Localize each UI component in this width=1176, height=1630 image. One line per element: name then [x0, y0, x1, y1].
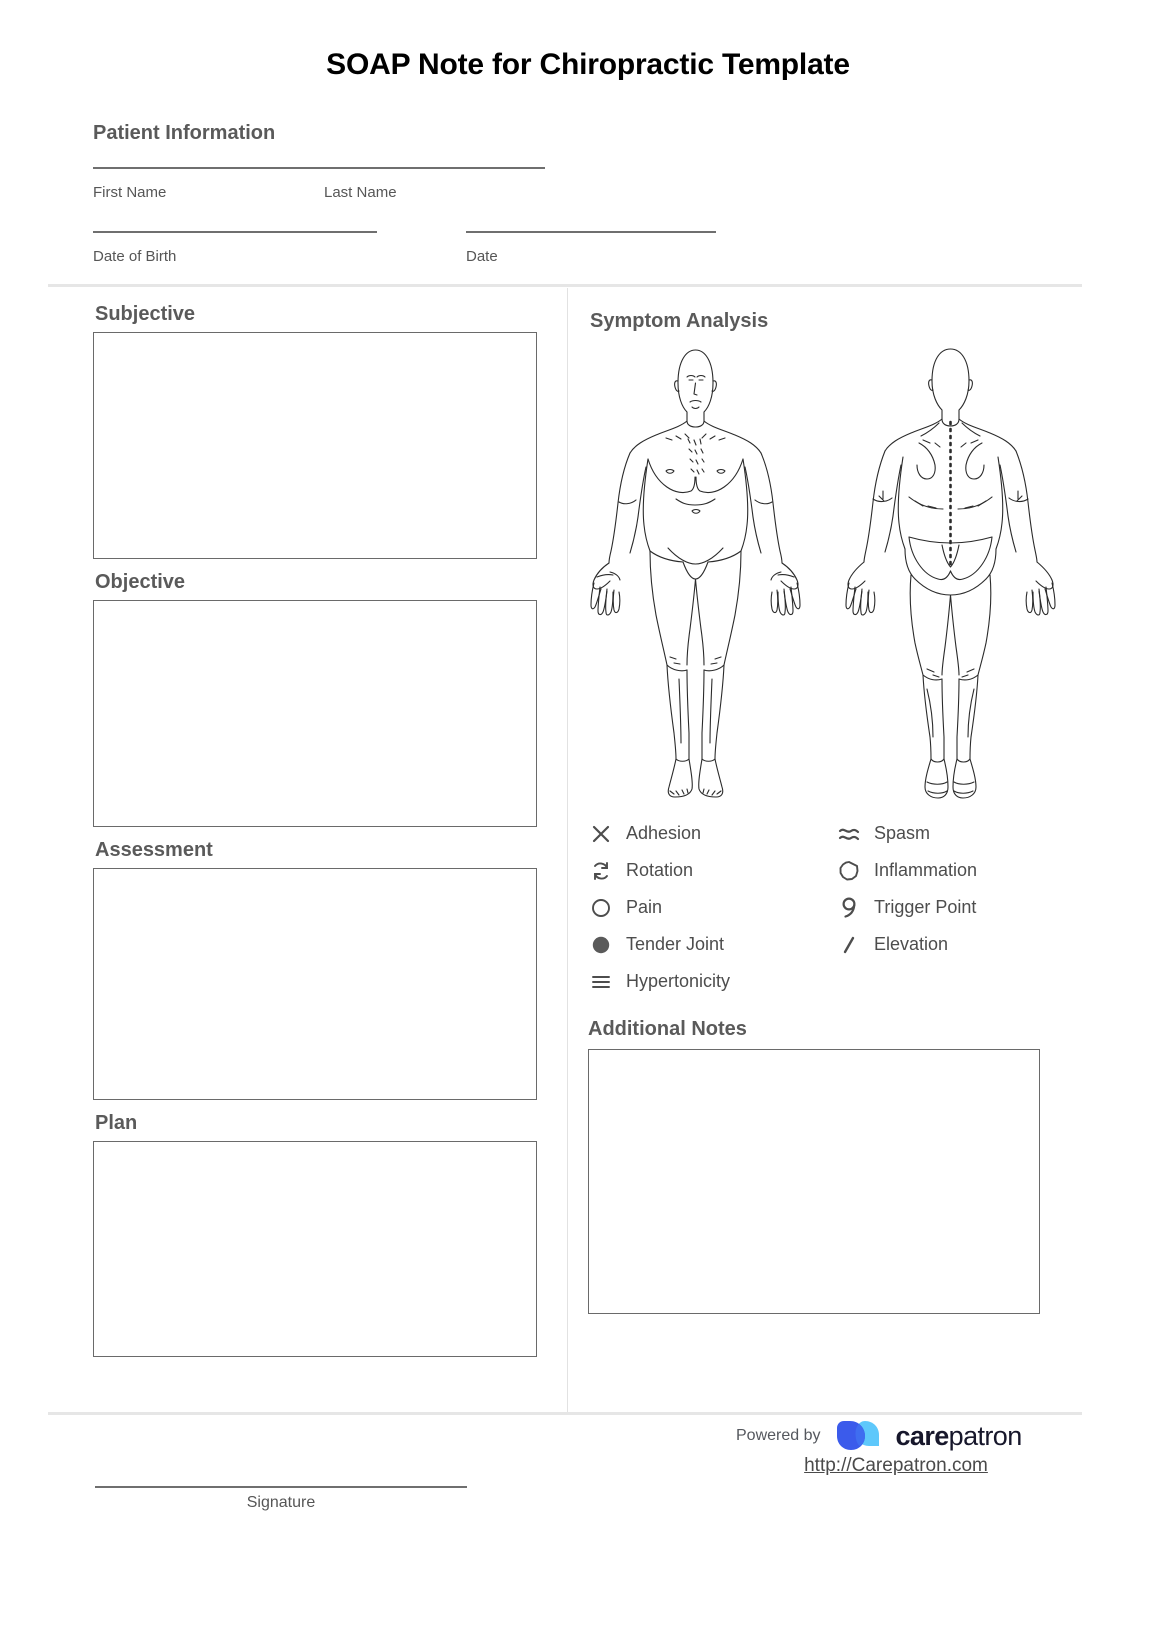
- first-name-label: First Name: [93, 184, 167, 201]
- date-label: Date: [466, 248, 498, 265]
- elevation-slash-icon: [836, 932, 862, 958]
- name-input-line[interactable]: [93, 167, 545, 169]
- symptom-analysis-heading: Symptom Analysis: [590, 310, 769, 332]
- carepatron-wordmark: [895, 1420, 1022, 1451]
- legend-item-rotation[interactable]: [588, 852, 836, 889]
- additional-notes-heading: Additional Notes: [588, 1018, 747, 1040]
- wordmark-care: care: [895, 1420, 949, 1451]
- date-field-row: [93, 231, 1083, 273]
- legend-item-trigger-point[interactable]: [836, 889, 1058, 926]
- plan-heading: Plan: [95, 1112, 138, 1134]
- adhesion-cross-icon: [588, 821, 614, 847]
- inflammation-polygon-icon: [836, 858, 862, 884]
- objective-heading: Objective: [95, 571, 186, 593]
- last-name-label: Last Name: [324, 184, 397, 201]
- legend-item-adhesion[interactable]: [588, 815, 836, 852]
- legend-item-pain[interactable]: [588, 889, 836, 926]
- signature-field: [95, 1486, 467, 1512]
- legend-item-spasm[interactable]: [836, 815, 1058, 852]
- assessment-heading: Assessment: [95, 839, 213, 861]
- legend-label-spasm: Spasm: [874, 823, 931, 843]
- hypertonicity-lines-icon: [588, 969, 614, 995]
- column-divider: [567, 288, 568, 1412]
- additional-notes-textarea[interactable]: [588, 1049, 1040, 1314]
- objective-textarea[interactable]: [93, 600, 537, 827]
- soap-column: [93, 303, 543, 1357]
- name-field-row: [93, 167, 1083, 209]
- carepatron-logo-mark: [835, 1418, 887, 1454]
- legend-label-elevation: Elevation: [874, 934, 949, 954]
- legend-item-hypertonicity[interactable]: [588, 963, 836, 1000]
- tender-joint-filled-circle-icon: [588, 932, 614, 958]
- legend-item-inflammation[interactable]: [836, 852, 1058, 889]
- spasm-wave-icon: [836, 821, 862, 847]
- trigger-point-nine-icon: [836, 895, 862, 921]
- subjective-heading: Subjective: [95, 303, 196, 325]
- assessment-textarea[interactable]: [93, 868, 537, 1100]
- anterior-body-diagram[interactable]: [588, 339, 803, 809]
- legend-label-adhesion: Adhesion: [626, 823, 702, 843]
- posterior-body-diagram[interactable]: [843, 339, 1058, 809]
- patient-information-section: [93, 122, 1083, 273]
- legend-label-tender-joint: Tender Joint: [626, 934, 725, 954]
- powered-by-label: Powered by: [736, 1427, 821, 1444]
- legend-item-elevation[interactable]: [836, 926, 1058, 963]
- legend-label-rotation: Rotation: [626, 860, 694, 880]
- legend-label-pain: Pain: [626, 897, 663, 917]
- patient-information-heading: Patient Information: [93, 122, 276, 144]
- legend-item-tender-joint[interactable]: [588, 926, 836, 963]
- date-input-line[interactable]: [466, 231, 716, 233]
- wordmark-patron: patron: [948, 1420, 1022, 1451]
- subjective-textarea[interactable]: [93, 332, 537, 559]
- date-of-birth-input-line[interactable]: [93, 231, 377, 233]
- symptom-legend: [588, 815, 1058, 1000]
- rotation-arrows-icon: [588, 858, 614, 884]
- signature-input-line[interactable]: [95, 1486, 467, 1488]
- page-title: SOAP Note for Chiropractic Template: [326, 48, 850, 81]
- plan-textarea[interactable]: [93, 1141, 537, 1357]
- symptom-analysis-column: [588, 310, 1058, 1314]
- body-diagrams: [588, 339, 1058, 809]
- date-of-birth-label: Date of Birth: [93, 248, 177, 265]
- header-divider: [48, 284, 1082, 287]
- carepatron-url-link[interactable]: http://Carepatron.com: [804, 1455, 988, 1476]
- pain-open-circle-icon: [588, 895, 614, 921]
- legend-label-trigger-point: Trigger Point: [874, 897, 977, 917]
- legend-label-inflammation: Inflammation: [874, 860, 978, 880]
- powered-by-block: [736, 1414, 1056, 1458]
- carepatron-logo[interactable]: [835, 1418, 1022, 1454]
- legend-label-hypertonicity: Hypertonicity: [626, 971, 731, 991]
- signature-label: Signature: [246, 1494, 316, 1511]
